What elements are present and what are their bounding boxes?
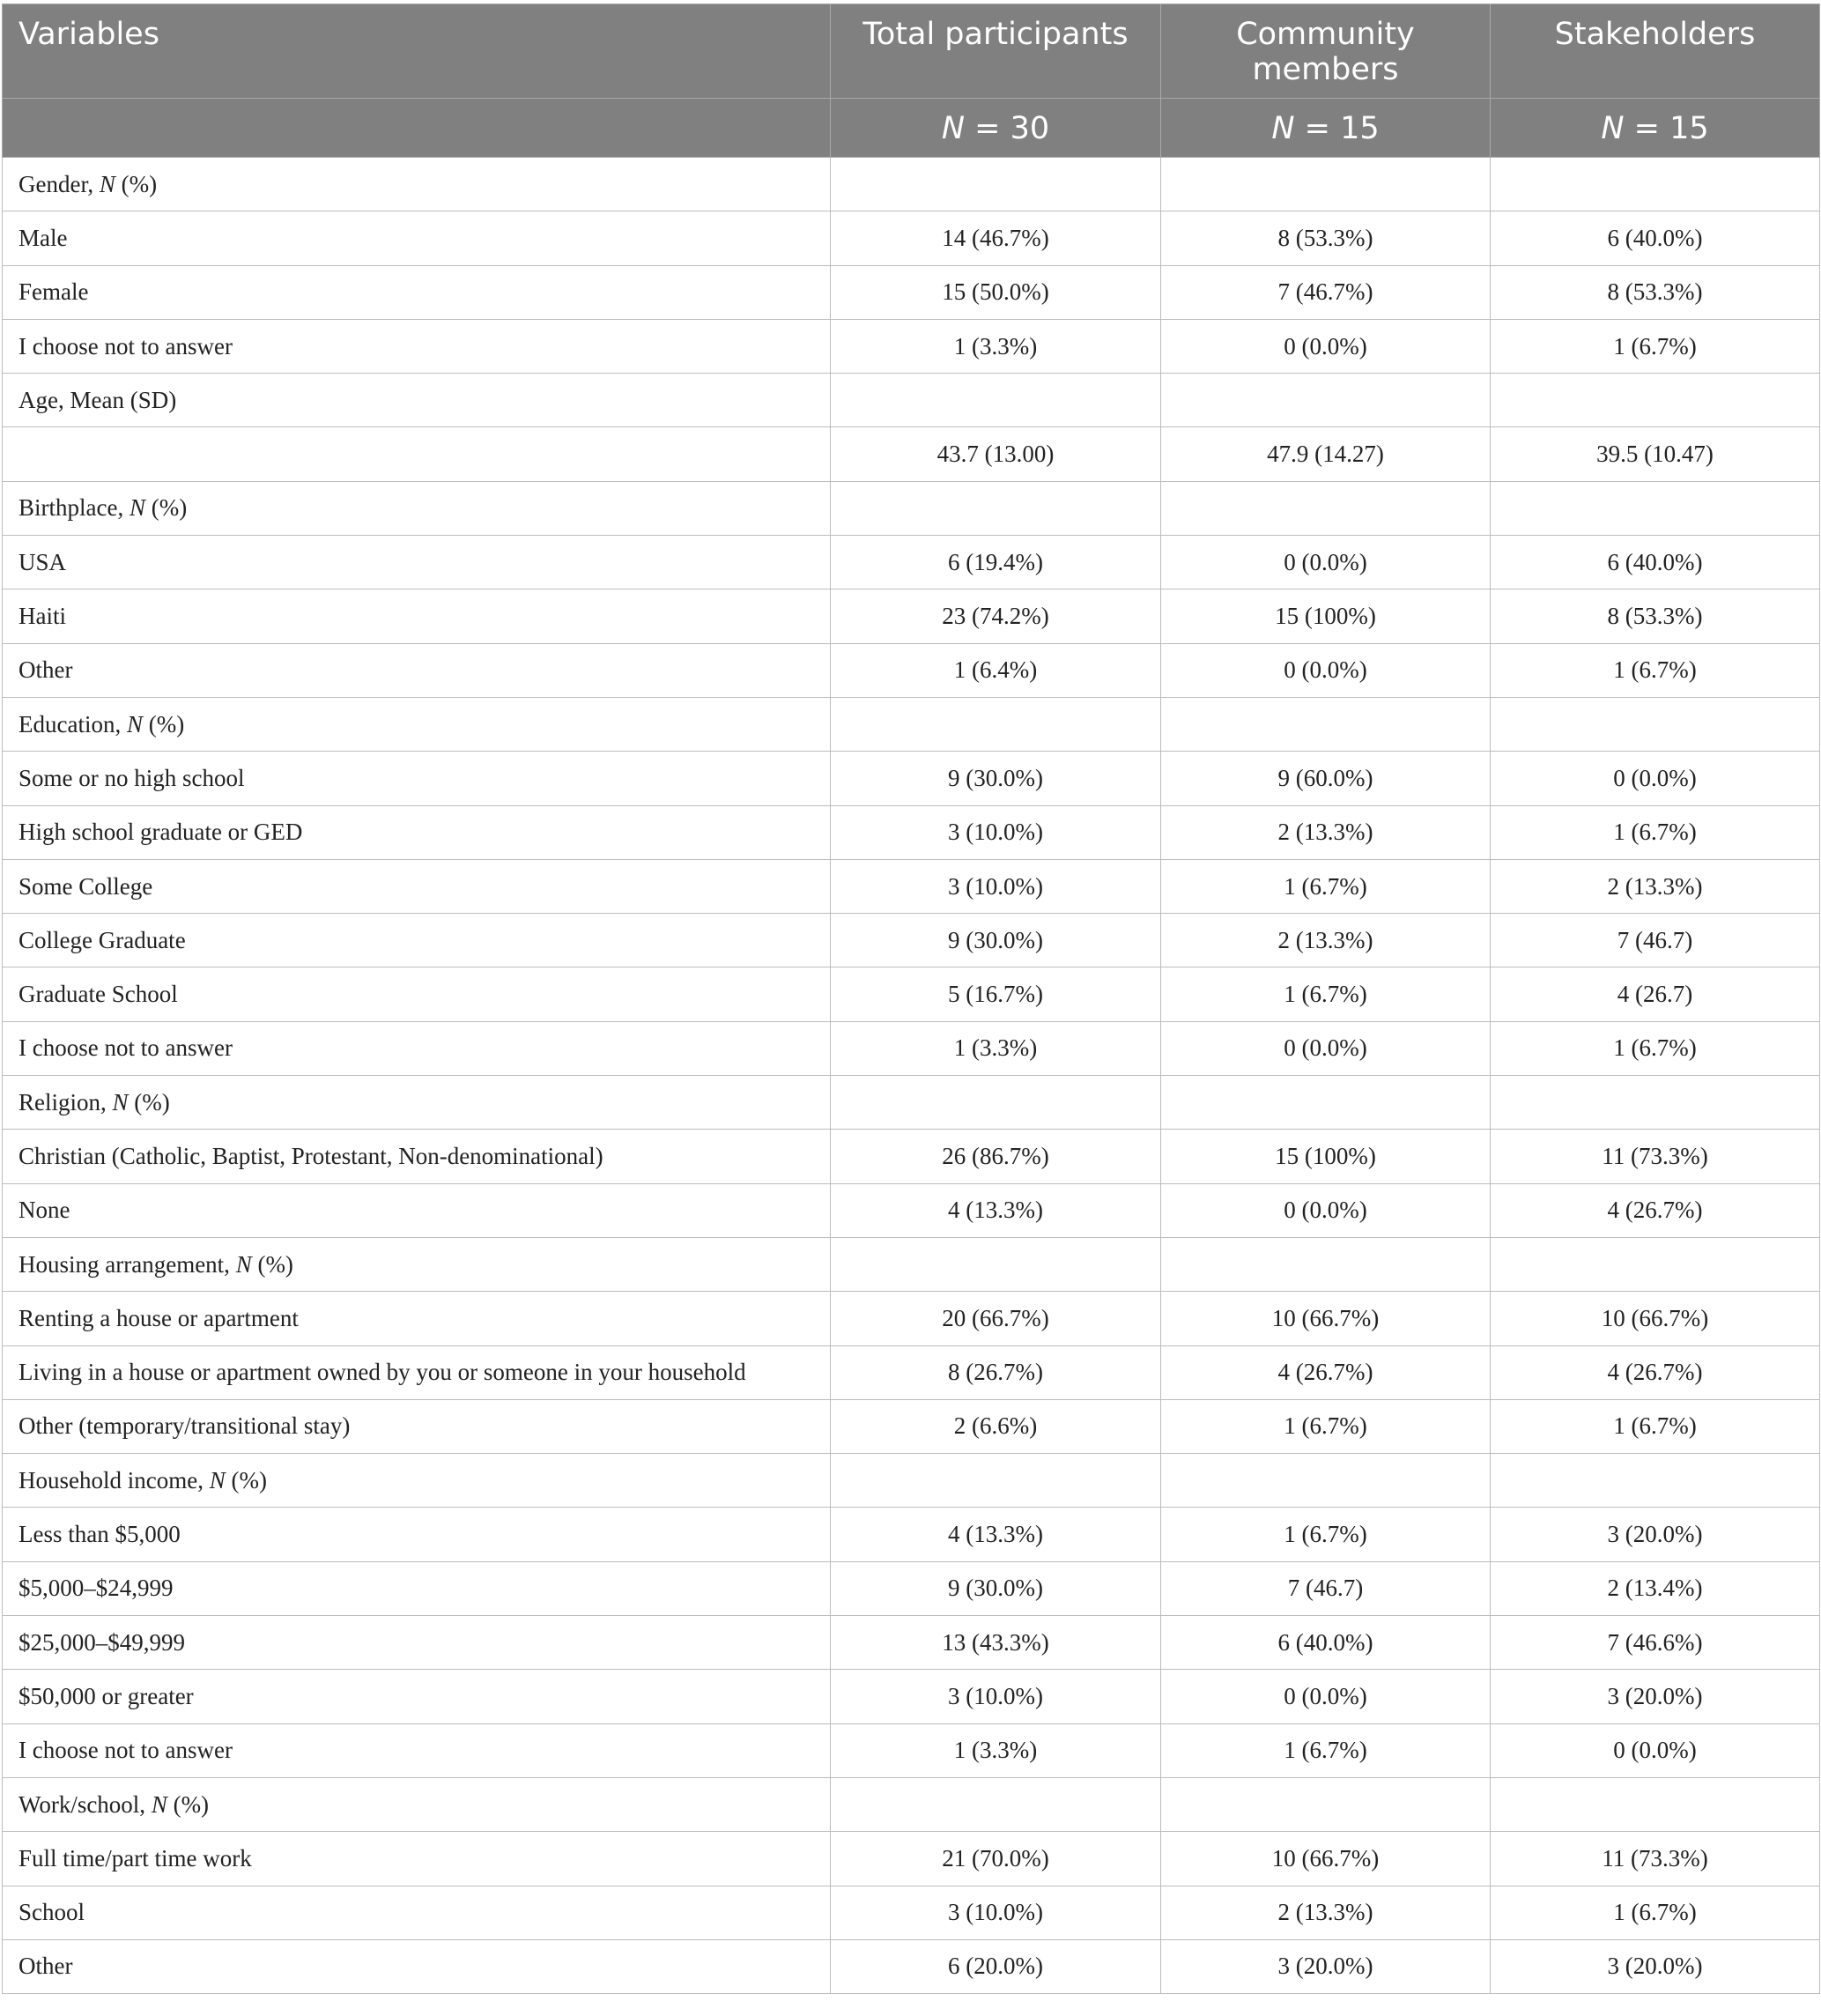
total-value: 15 (50.0%) xyxy=(831,265,1161,319)
section-label: Household income, xyxy=(19,1466,204,1493)
empty-cell xyxy=(1161,1777,1491,1831)
table-body xyxy=(3,158,1820,1994)
stakeholders-value: 0 (0.0%) xyxy=(1491,1723,1820,1777)
section-heading xyxy=(3,158,831,211)
section-n-symbol: N xyxy=(209,1466,226,1493)
total-value: 3 (10.0%) xyxy=(831,805,1161,859)
table-row xyxy=(3,1183,1820,1237)
stakeholders-value: 1 (6.7%) xyxy=(1491,1886,1820,1939)
row-label: None xyxy=(3,1183,831,1237)
stakeholders-value: 6 (40.0%) xyxy=(1491,211,1820,265)
section-suffix: (%) xyxy=(134,1088,170,1115)
row-label: Other xyxy=(3,643,831,697)
section-heading xyxy=(3,1777,831,1831)
row-label: USA xyxy=(3,536,831,589)
community-value: 15 (100%) xyxy=(1161,1130,1491,1183)
stakeholders-value: 8 (53.3%) xyxy=(1491,589,1820,643)
table-row xyxy=(3,1508,1820,1561)
empty-cell xyxy=(1161,374,1491,427)
section-suffix: (%) xyxy=(151,494,188,522)
community-value: 3 (20.0%) xyxy=(1161,1939,1491,1993)
stakeholders-value: 3 (20.0%) xyxy=(1491,1508,1820,1561)
total-value: 23 (74.2%) xyxy=(831,589,1161,643)
community-value: 9 (60.0%) xyxy=(1161,752,1491,805)
stakeholders-value: 7 (46.6%) xyxy=(1491,1616,1820,1670)
table-row xyxy=(3,1939,1820,1993)
section-row xyxy=(3,1454,1820,1508)
empty-cell xyxy=(1491,697,1820,751)
section-n-symbol: N xyxy=(235,1250,252,1278)
total-value: 5 (16.7%) xyxy=(831,967,1161,1021)
community-value: 10 (66.7%) xyxy=(1161,1292,1491,1345)
table-row xyxy=(3,1130,1820,1183)
stakeholders-value: 8 (53.3%) xyxy=(1491,265,1820,319)
column-header-total: Total participants xyxy=(831,4,1161,99)
empty-cell xyxy=(1491,1454,1820,1508)
empty-cell xyxy=(831,374,1161,427)
total-value: 8 (26.7%) xyxy=(831,1345,1161,1399)
section-n-symbol: N xyxy=(151,1790,167,1818)
total-value: 13 (43.3%) xyxy=(831,1616,1161,1670)
row-label: $50,000 or greater xyxy=(3,1670,831,1723)
total-value: 21 (70.0%) xyxy=(831,1832,1161,1886)
column-header-stakeholders: Stakeholders xyxy=(1491,4,1820,99)
section-row xyxy=(3,374,1820,427)
row-label: Less than $5,000 xyxy=(3,1508,831,1561)
table-header xyxy=(3,4,1820,158)
stakeholders-value: 11 (73.3%) xyxy=(1491,1130,1820,1183)
stakeholders-value: 1 (6.7%) xyxy=(1491,1021,1820,1075)
total-value: 1 (3.3%) xyxy=(831,1723,1161,1777)
stakeholders-value: 0 (0.0%) xyxy=(1491,752,1820,805)
table-row xyxy=(3,1832,1820,1886)
empty-cell xyxy=(831,158,1161,211)
table-row xyxy=(3,1399,1820,1453)
community-value: 1 (6.7%) xyxy=(1161,1508,1491,1561)
total-value: 6 (19.4%) xyxy=(831,536,1161,589)
community-value: 0 (0.0%) xyxy=(1161,536,1491,589)
total-value: 9 (30.0%) xyxy=(831,1561,1161,1615)
section-n-symbol: N xyxy=(129,494,145,522)
stakeholders-value: 3 (20.0%) xyxy=(1491,1939,1820,1993)
empty-cell xyxy=(1491,158,1820,211)
stakeholders-value: 6 (40.0%) xyxy=(1491,536,1820,589)
table-row xyxy=(3,805,1820,859)
section-heading xyxy=(3,374,831,427)
section-row xyxy=(3,481,1820,535)
stakeholders-value: 11 (73.3%) xyxy=(1491,1832,1820,1886)
sample-size-community: N = 15 xyxy=(1161,99,1491,158)
section-label: Birthplace, xyxy=(19,494,124,522)
total-value: 26 (86.7%) xyxy=(831,1130,1161,1183)
total-value: 4 (13.3%) xyxy=(831,1183,1161,1237)
section-label: Gender, xyxy=(19,170,94,197)
community-value: 1 (6.7%) xyxy=(1161,967,1491,1021)
table-row xyxy=(3,752,1820,805)
table-row xyxy=(3,1021,1820,1075)
section-n-symbol: N xyxy=(99,170,115,197)
section-row xyxy=(3,158,1820,211)
row-label: Renting a house or apartment xyxy=(3,1292,831,1345)
row-label: School xyxy=(3,1886,831,1939)
empty-cell xyxy=(831,1454,1161,1508)
table-row xyxy=(3,265,1820,319)
empty-cell xyxy=(1161,481,1491,535)
total-value: 3 (10.0%) xyxy=(831,859,1161,913)
stakeholders-value: 1 (6.7%) xyxy=(1491,643,1820,697)
total-value: 9 (30.0%) xyxy=(831,914,1161,967)
section-label: Age, Mean (SD) xyxy=(19,386,177,413)
section-suffix: (%) xyxy=(121,170,158,197)
table-row xyxy=(3,1616,1820,1670)
demographics-table xyxy=(2,4,1820,1994)
row-label: Graduate School xyxy=(3,967,831,1021)
empty-cell xyxy=(1491,374,1820,427)
section-label: Education, xyxy=(19,710,122,737)
row-label: Living in a house or apartment owned by you or someone in your household xyxy=(3,1345,831,1399)
total-value: 3 (10.0%) xyxy=(831,1886,1161,1939)
total-value: 1 (3.3%) xyxy=(831,1021,1161,1075)
community-value: 1 (6.7%) xyxy=(1161,1723,1491,1777)
row-label: I choose not to answer xyxy=(3,1723,831,1777)
empty-cell xyxy=(1161,1076,1491,1130)
community-value: 10 (66.7%) xyxy=(1161,1832,1491,1886)
community-value: 0 (0.0%) xyxy=(1161,1670,1491,1723)
table-row xyxy=(3,643,1820,697)
row-label: Male xyxy=(3,211,831,265)
empty-cell xyxy=(1161,697,1491,751)
total-value: 6 (20.0%) xyxy=(831,1939,1161,1993)
section-n-symbol: N xyxy=(126,710,143,737)
column-header-community: Community members xyxy=(1161,4,1491,99)
section-suffix: (%) xyxy=(173,1790,210,1818)
empty-cell xyxy=(831,1237,1161,1291)
stakeholders-value: 1 (6.7%) xyxy=(1491,1399,1820,1453)
stakeholders-value: 1 (6.7%) xyxy=(1491,805,1820,859)
row-label: Female xyxy=(3,265,831,319)
community-value: 1 (6.7%) xyxy=(1161,1399,1491,1453)
section-heading xyxy=(3,1454,831,1508)
table-row xyxy=(3,859,1820,913)
row-label: I choose not to answer xyxy=(3,319,831,373)
stakeholders-value: 1 (6.7%) xyxy=(1491,319,1820,373)
total-value: 20 (66.7%) xyxy=(831,1292,1161,1345)
sample-size-row xyxy=(3,99,1820,158)
row-label: College Graduate xyxy=(3,914,831,967)
sample-size-blank xyxy=(3,99,831,158)
empty-cell xyxy=(1161,1237,1491,1291)
empty-cell xyxy=(1491,481,1820,535)
community-value: 0 (0.0%) xyxy=(1161,319,1491,373)
section-suffix: (%) xyxy=(148,710,185,737)
table-row xyxy=(3,1292,1820,1345)
section-heading xyxy=(3,1237,831,1291)
stakeholders-value: 10 (66.7%) xyxy=(1491,1292,1820,1345)
section-suffix: (%) xyxy=(257,1250,293,1278)
community-value: 1 (6.7%) xyxy=(1161,859,1491,913)
section-row xyxy=(3,697,1820,751)
row-label: Some College xyxy=(3,859,831,913)
row-label: Other xyxy=(3,1939,831,1993)
community-value: 2 (13.3%) xyxy=(1161,805,1491,859)
table-row xyxy=(3,1561,1820,1615)
section-heading xyxy=(3,697,831,751)
section-label: Housing arrangement, xyxy=(19,1250,230,1278)
empty-cell xyxy=(831,1076,1161,1130)
community-value: 7 (46.7) xyxy=(1161,1561,1491,1615)
community-value: 8 (53.3%) xyxy=(1161,211,1491,265)
community-value: 0 (0.0%) xyxy=(1161,643,1491,697)
section-suffix: (%) xyxy=(231,1466,267,1493)
community-value: 0 (0.0%) xyxy=(1161,1021,1491,1075)
table-row xyxy=(3,1723,1820,1777)
row-label: I choose not to answer xyxy=(3,1021,831,1075)
total-value: 1 (6.4%) xyxy=(831,643,1161,697)
total-value: 43.7 (13.00) xyxy=(831,427,1161,481)
total-value: 2 (6.6%) xyxy=(831,1399,1161,1453)
community-value: 0 (0.0%) xyxy=(1161,1183,1491,1237)
stakeholders-value: 4 (26.7%) xyxy=(1491,1183,1820,1237)
table-row xyxy=(3,1345,1820,1399)
row-label: Christian (Catholic, Baptist, Protestant, Non-denominational) xyxy=(3,1130,831,1183)
table-row xyxy=(3,1886,1820,1939)
row-label: Haiti xyxy=(3,589,831,643)
empty-cell xyxy=(1491,1237,1820,1291)
empty-cell xyxy=(831,1777,1161,1831)
total-value: 4 (13.3%) xyxy=(831,1508,1161,1561)
row-label: Full time/part time work xyxy=(3,1832,831,1886)
stakeholders-value: 2 (13.4%) xyxy=(1491,1561,1820,1615)
total-value: 1 (3.3%) xyxy=(831,319,1161,373)
section-label: Work/school, xyxy=(19,1790,146,1818)
community-value: 2 (13.3%) xyxy=(1161,914,1491,967)
sample-size-stakeholders: N = 15 xyxy=(1491,99,1820,158)
stakeholders-value: 4 (26.7) xyxy=(1491,967,1820,1021)
stakeholders-value: 4 (26.7%) xyxy=(1491,1345,1820,1399)
empty-cell xyxy=(1161,1454,1491,1508)
row-label: Other (temporary/transitional stay) xyxy=(3,1399,831,1453)
table-row xyxy=(3,967,1820,1021)
table-row xyxy=(3,536,1820,589)
community-value: 2 (13.3%) xyxy=(1161,1886,1491,1939)
section-row xyxy=(3,1076,1820,1130)
section-heading xyxy=(3,481,831,535)
empty-cell xyxy=(1161,158,1491,211)
table-row xyxy=(3,211,1820,265)
section-label: Religion, xyxy=(19,1088,107,1115)
sample-size-total: N = 30 xyxy=(831,99,1161,158)
table-row xyxy=(3,1670,1820,1723)
total-value: 3 (10.0%) xyxy=(831,1670,1161,1723)
section-n-symbol: N xyxy=(112,1088,129,1115)
table-row xyxy=(3,427,1820,481)
empty-cell xyxy=(1491,1076,1820,1130)
empty-cell xyxy=(831,697,1161,751)
stakeholders-value: 39.5 (10.47) xyxy=(1491,427,1820,481)
community-value: 6 (40.0%) xyxy=(1161,1616,1491,1670)
section-heading xyxy=(3,1076,831,1130)
empty-cell xyxy=(831,481,1161,535)
section-row xyxy=(3,1777,1820,1831)
row-label: High school graduate or GED xyxy=(3,805,831,859)
table-row xyxy=(3,319,1820,373)
row-label: Some or no high school xyxy=(3,752,831,805)
community-value: 47.9 (14.27) xyxy=(1161,427,1491,481)
row-label: $25,000–$49,999 xyxy=(3,1616,831,1670)
header-row xyxy=(3,4,1820,99)
community-value: 7 (46.7%) xyxy=(1161,265,1491,319)
stakeholders-value: 3 (20.0%) xyxy=(1491,1670,1820,1723)
row-label xyxy=(3,427,831,481)
row-label: $5,000–$24,999 xyxy=(3,1561,831,1615)
total-value: 14 (46.7%) xyxy=(831,211,1161,265)
column-header-variables: Variables xyxy=(3,4,831,99)
community-value: 15 (100%) xyxy=(1161,589,1491,643)
section-row xyxy=(3,1237,1820,1291)
community-value: 4 (26.7%) xyxy=(1161,1345,1491,1399)
empty-cell xyxy=(1491,1777,1820,1831)
stakeholders-value: 2 (13.3%) xyxy=(1491,859,1820,913)
table-row xyxy=(3,914,1820,967)
total-value: 9 (30.0%) xyxy=(831,752,1161,805)
stakeholders-value: 7 (46.7) xyxy=(1491,914,1820,967)
table-row xyxy=(3,589,1820,643)
